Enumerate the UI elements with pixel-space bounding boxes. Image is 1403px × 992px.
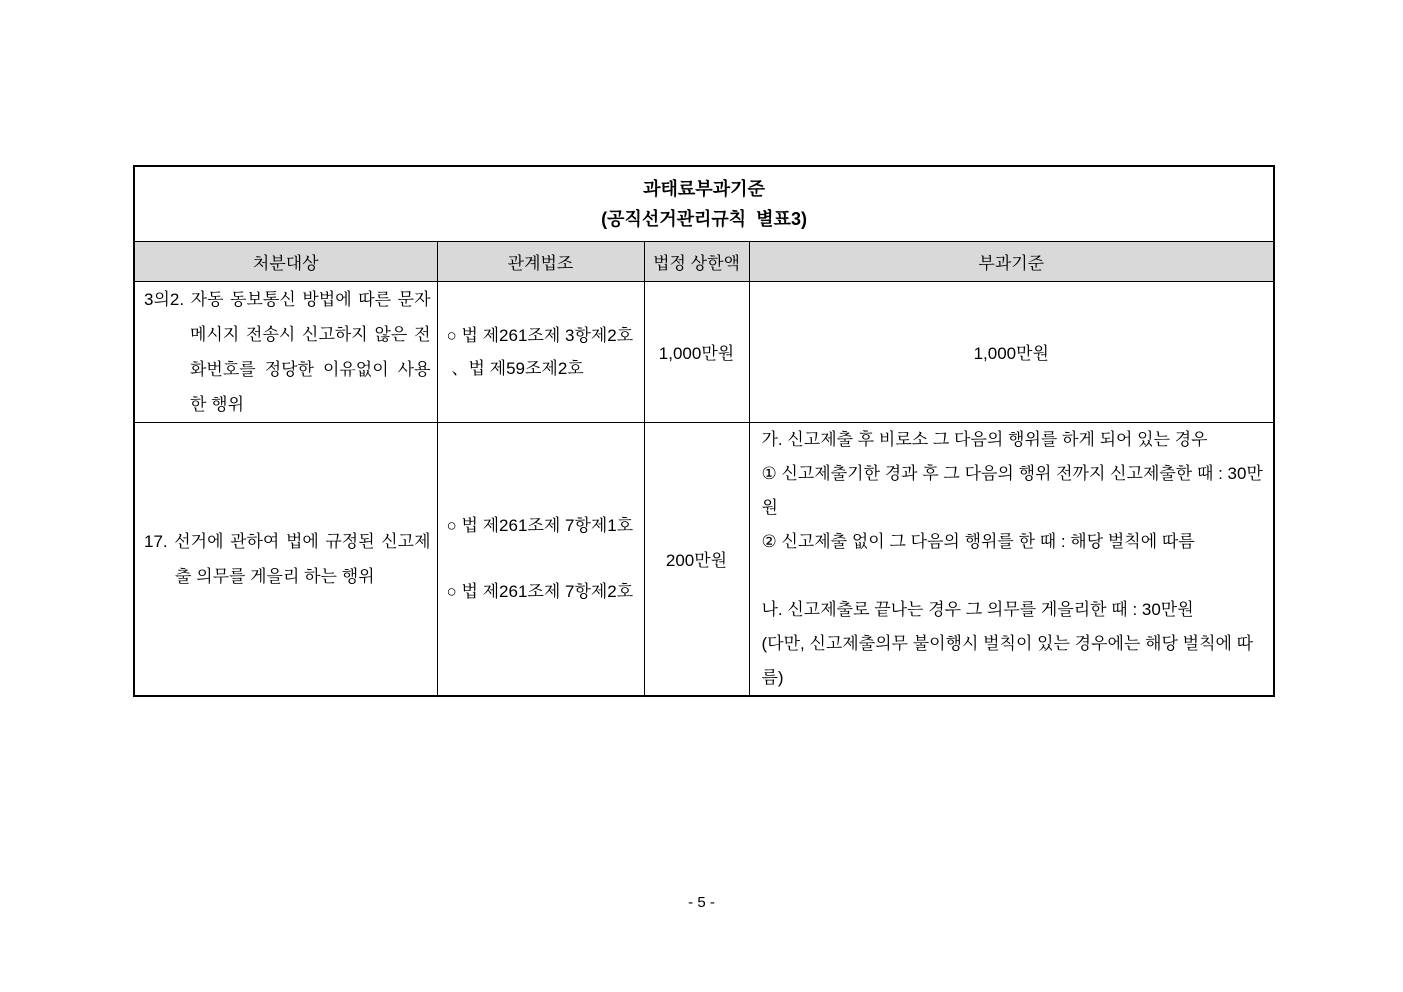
fine-standards-table (133, 165, 1275, 697)
table-subtitle: (공직선거관리규칙 별표3) (601, 208, 807, 229)
law-reference: 、법 제59조제2호 (451, 358, 584, 378)
criteria-spacer (762, 559, 1266, 593)
column-header-legal-max: 법정 상한액 (644, 241, 749, 281)
page-number: - 5 - (688, 894, 715, 911)
column-header-imposition-standard: 부과기준 (749, 241, 1274, 281)
table-row (134, 422, 1274, 696)
column-header-related-law: 관계법조 (437, 241, 644, 281)
imposition-standard-cell (749, 422, 1274, 696)
table-title: 과태료부과기준 (643, 178, 765, 199)
disposal-target-cell (134, 422, 437, 696)
law-reference: ○ 법 제261조제 3항제2호 (446, 325, 634, 345)
related-law-cell (437, 422, 644, 696)
imposition-standard-cell: 1,000만원 (749, 281, 1274, 422)
legal-max-amount: 200만원 (644, 422, 749, 696)
table-title-cell (134, 166, 1274, 241)
table-title-row (134, 166, 1274, 241)
disposal-target-cell (134, 281, 437, 422)
related-law-cell (437, 281, 644, 422)
criteria-line: ② 신고제출 없이 그 다음의 행위를 한 때 : 해당 벌칙에 따름 (761, 531, 1195, 551)
table-header-row (134, 241, 1274, 281)
criteria-line: ① 신고제출기한 경과 후 그 다음의 행위 전까지 신고제출한 때 : 30만원 (761, 463, 1263, 517)
law-reference: ○ 법 제261조제 7항제1호 (446, 516, 634, 535)
criteria-line: 가. 신고제출 후 비로소 그 다음의 행위를 하게 되어 있는 경우 (761, 429, 1208, 449)
table-row (134, 281, 1274, 422)
column-header-disposal-target: 처분대상 (134, 241, 437, 281)
disposal-target-text: 17. 선거에 관하여 법에 규정된 신고제출 의무를 게을리 하는 행위 (144, 531, 431, 586)
disposal-target-text: 3의2. 자동 동보통신 방법에 따른 문자메시지 전송시 신고하지 않은 전화번호를 정당한 이유없이 사용한 행위 (144, 289, 431, 414)
law-reference: ○ 법 제261조제 7항제2호 (446, 582, 634, 601)
legal-max-amount: 1,000만원 (644, 281, 749, 422)
criteria-line: (다만, 신고제출의무 불이행시 벌칙이 있는 경우에는 해당 벌칙에 따름) (761, 633, 1254, 687)
criteria-line: 나. 신고제출로 끝나는 경우 그 의무를 게을리한 때 : 30만원 (761, 599, 1194, 619)
